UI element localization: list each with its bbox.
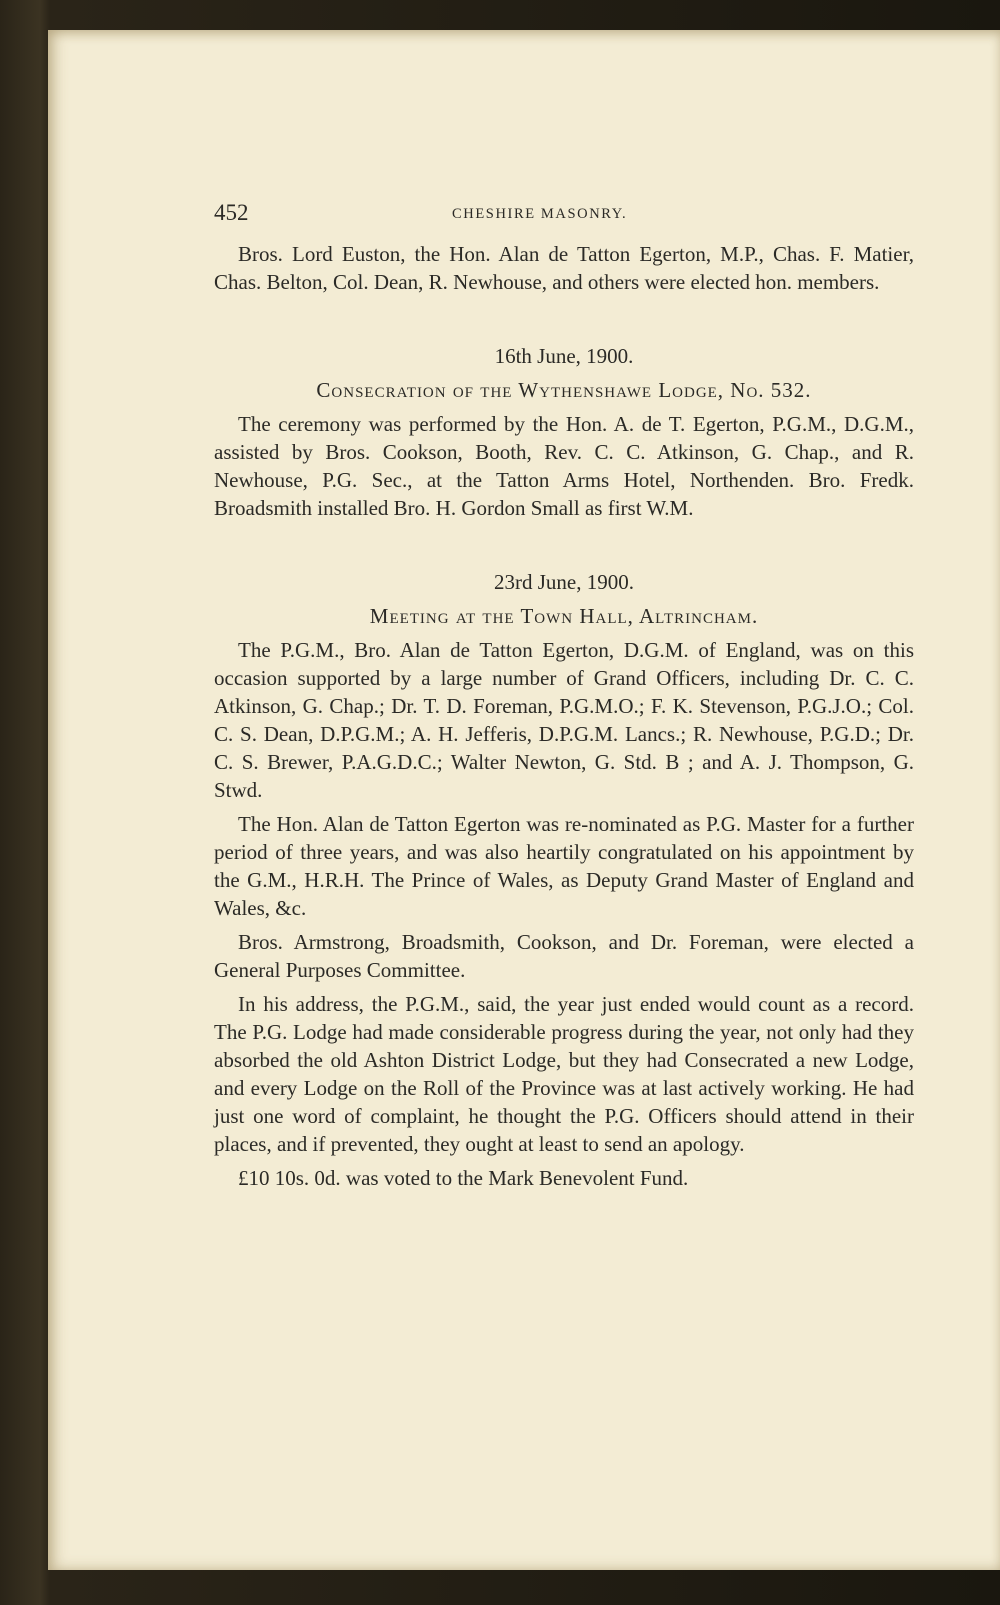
opening-paragraph: Bros. Lord Euston, the Hon. Alan de Tatton Egerton, M.P., Chas. F. Matier, Chas. Belton, Col. Dean, R. Newhouse, and others were elected hon. members. (214, 242, 914, 294)
section2-heading: Meeting at the Town Hall, Altrincham. (369, 604, 759, 628)
book-page (48, 30, 1000, 1570)
section1-paragraph: The ceremony was performed by the Hon. A. de T. Egerton, P.G.M., D.G.M., assisted by Bros. Cookson, Booth, Rev. C. C. Atkinson, G. Chap., and R. Newhouse, P.G. Sec., at the Tatton Arms Hotel, Northenden. Bro. Fredk. Broadsmith installed Bro. H. Gordon Small as first W.M. (214, 412, 914, 520)
page-number: 452 (214, 200, 249, 225)
section2-paragraph-5: £10 10s. 0d. was voted to the Mark Benevolent Fund. (238, 1166, 689, 1190)
page-text-block (214, 198, 914, 1192)
section2-date: 23rd June, 1900. (494, 570, 634, 594)
running-title: CHESHIRE MASONRY. (452, 206, 628, 222)
section2-paragraph-1: The P.G.M., Bro. Alan de Tatton Egerton, D.G.M. of England, was on this occasion supported by a large number of Grand Officers, including Dr. C. C. Atkinson, G. Chap.; Dr. T. D. Foreman, P.G.M.O.; F. K. Stevenson, P.G.J.O.; Col. C. S. Dean, D.P.G.M.; A. H. Jefferis, D.P.G.M. Lancs.; R. Newhouse, P.G.D.; Dr. C. S. Brewer, P.A.G.D.C.; Walter Newton, G. Std. B ; and A. J. Thompson, G. Stwd. (214, 638, 914, 802)
section2-paragraph-3: Bros. Armstrong, Broadsmith, Cookson, and Dr. Foreman, were elected a General Purposes Committee. (214, 930, 914, 982)
section1-date: 16th June, 1900. (494, 344, 634, 368)
section2-paragraph-4: In his address, the P.G.M., said, the year just ended would count as a record. The P.G. Lodge had made considerable progress during the year, not only had they absorbed the old Ashton District Lodge, but they had Consecrated a new Lodge, and every Lodge on the Roll of the Province was at last actively working. He had just one word of complaint, he thought the P.G. Officers should attend in their places, and if prevented, they ought at least to send an apology. (214, 992, 914, 1156)
section1-heading: Consecration of the Wythenshawe Lodge, No. 532. (316, 378, 812, 402)
section2-paragraph-2: The Hon. Alan de Tatton Egerton was re-nominated as P.G. Master for a further period of three years, and was also heartily congratulated on his appointment by the G.M., H.R.H. The Prince of Wales, as Deputy Grand Master of England and Wales, &c. (214, 812, 914, 920)
running-head (214, 198, 914, 234)
